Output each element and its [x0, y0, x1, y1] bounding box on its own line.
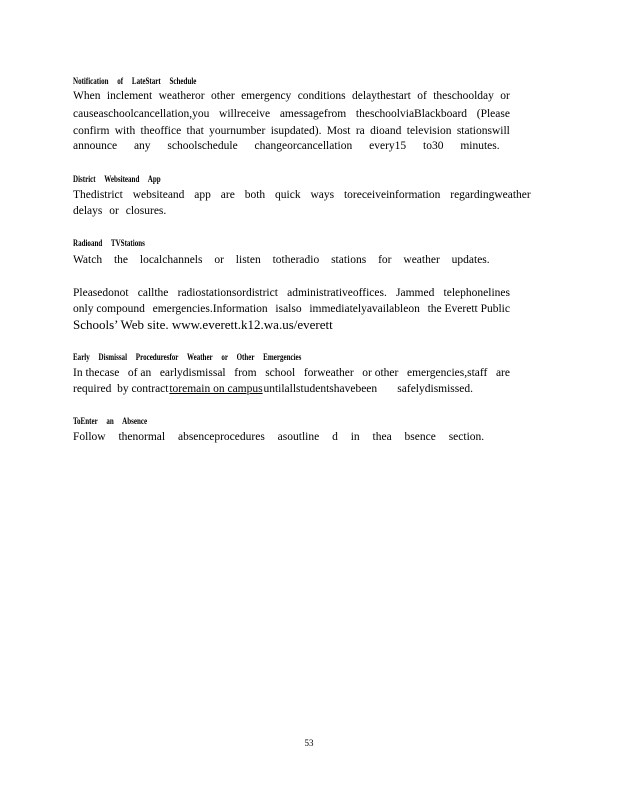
- page-number: 53: [304, 738, 314, 748]
- body-line: Pleasedonot callthe radiostationsordistrict administrativeoffices. Jammed telephonelines: [73, 287, 510, 299]
- underlined-phrase: toremain on campus: [169, 383, 263, 395]
- body-line: Thedistrict websiteand app are both quick ways toreceiveinformation regardingweather: [73, 189, 531, 201]
- body-line: causeaschoolcancellation,you willreceive amessagefrom theschoolviaBlackboard (Please: [73, 108, 510, 120]
- body-line: Watch the localchannels or listen totheradio stations for weather updates.: [73, 254, 490, 266]
- heading-radio-tv: Radioand TVStations: [73, 238, 145, 248]
- heading-late-start: Notification of LateStart Schedule: [73, 76, 197, 86]
- heading-enter-absence: ToEnter an Absence: [73, 416, 148, 426]
- body-line: only compound emergencies.Information isalso immediatelyavailableon the Everett Public: [73, 303, 510, 315]
- body-line: confirm with theoffice that yournumber isupdated). Most ra dioand television stationswill: [73, 125, 510, 137]
- body-line: Follow thenormal absenceprocedures asoutline d in thea bsence section.: [73, 431, 485, 443]
- website-line: Schools’ Web site. www.everett.k12.wa.us/everett: [73, 317, 333, 332]
- body-line: In thecase of an earlydismissal from school forweather or other emergencies,staff are: [73, 367, 510, 379]
- body-line: required by contract toremain on campus untilallstudentshavebeen safelydismissed.: [73, 383, 473, 395]
- body-line: announce any schoolschedule changeorcancellation every15 to30 minutes.: [73, 140, 500, 152]
- heading-early-dismissal: Early Dismissal Proceduresfor Weather or Other Emergencies: [73, 352, 302, 362]
- heading-district-website: District Websiteand App: [73, 174, 161, 184]
- body-line: When inclement weatheror other emergency conditions delaythestart of theschoolday or: [73, 90, 510, 102]
- body-line: delays or closures.: [73, 205, 167, 217]
